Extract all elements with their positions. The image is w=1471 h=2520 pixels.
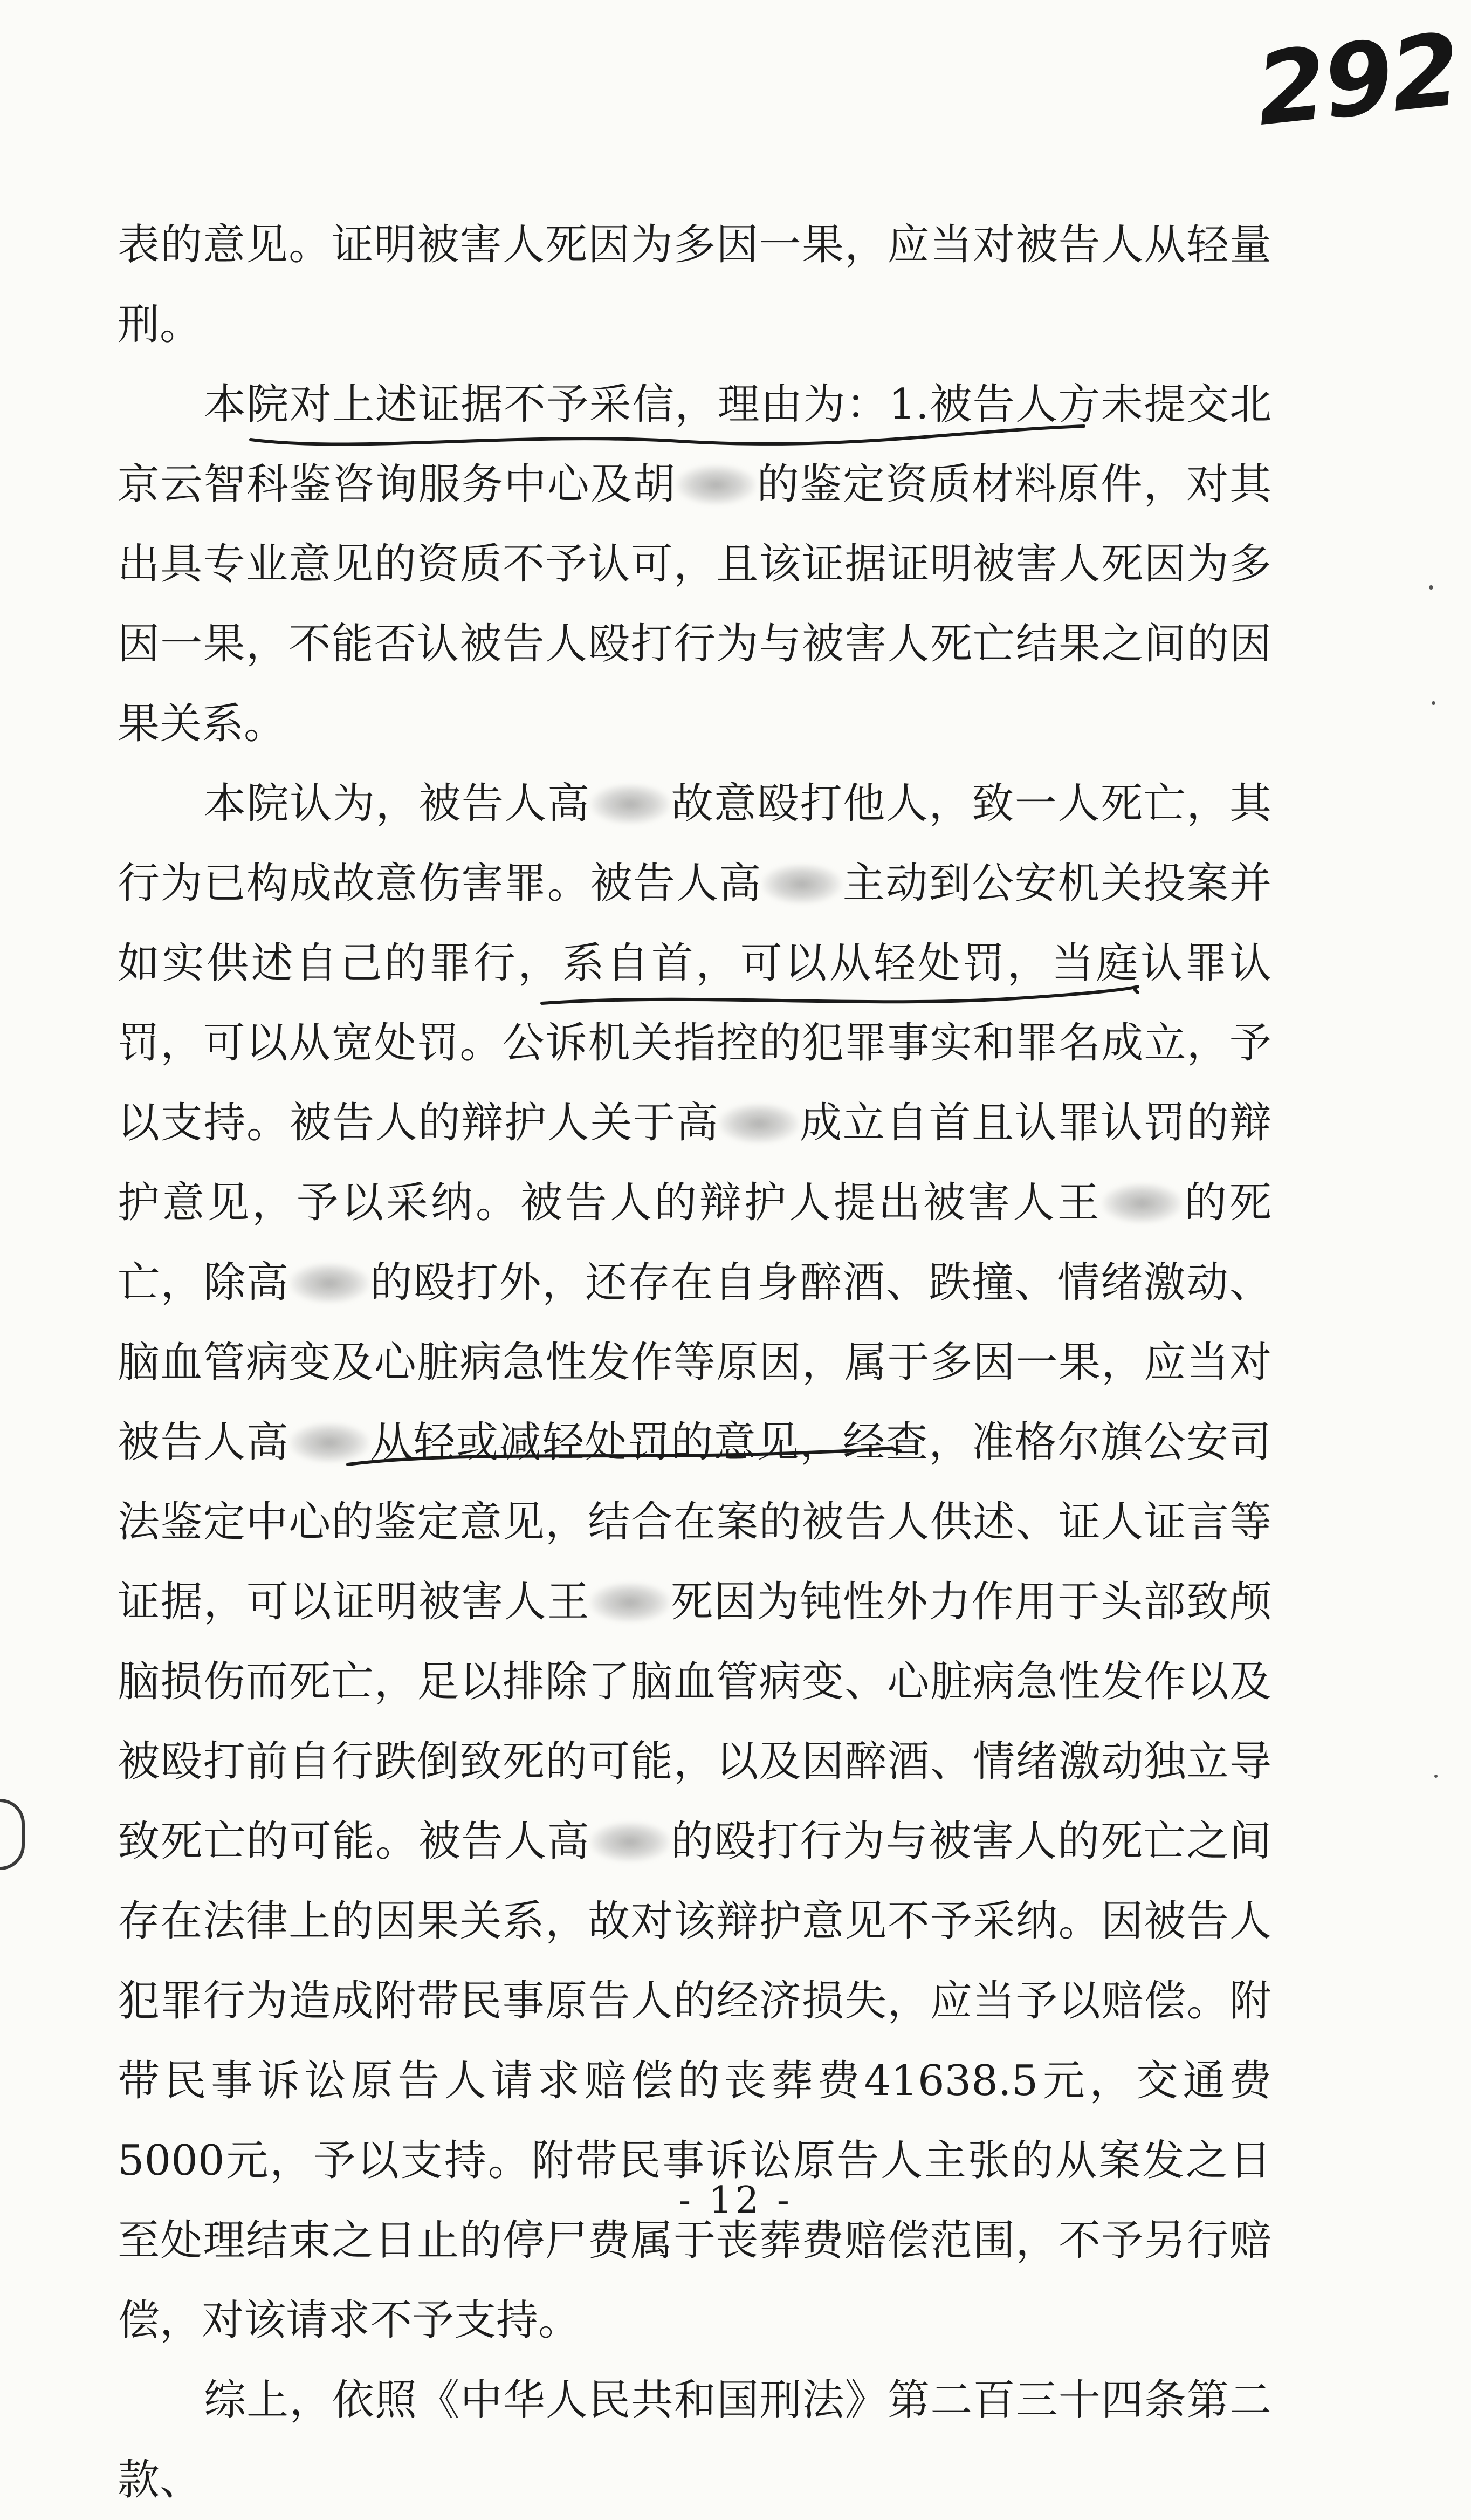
redacted-name bbox=[590, 1583, 670, 1622]
paragraph-2: 本院对上述证据不予采信，理由为：1.被告人方未提交北京云智科鉴咨询服务中心及胡 的鉴定资质材料原件，对其出具专业意见的资质不予认可，且该证据证明被害人死因为多因一果，不能否认被告人殴打行为与被害人死亡结果之间的因果关系。 bbox=[118, 380, 1271, 748]
redacted-name bbox=[290, 1423, 369, 1463]
scan-speck bbox=[1429, 585, 1433, 590]
redacted-name bbox=[762, 864, 842, 904]
handwritten-page-number: 292 bbox=[1250, 11, 1464, 148]
redacted-name bbox=[290, 1263, 369, 1303]
paragraph-1: 表的意见。证明被害人死因为多因一果，应当对被告人从轻量刑。 bbox=[118, 221, 1271, 349]
scan-speck bbox=[1432, 701, 1435, 705]
redacted-name bbox=[590, 784, 670, 824]
binding-hole-mark bbox=[0, 1799, 25, 1870]
document-body bbox=[118, 205, 1271, 2520]
page-footer: - 12 - bbox=[678, 2179, 793, 2222]
redacted-name bbox=[719, 1104, 799, 1143]
scan-speck bbox=[1434, 1775, 1438, 1778]
paragraph-3: 本院认为，被告人高 故意殴打他人，致一人死亡，其行为已构成故意伤害罪。被告人高 主动到公安机关投案并如实供述自己的罪行，系自首，可以从轻处罚，当庭认罪认罚，可以从宽处罚。公诉机关指控的犯罪事实和罪名成立，予以支持。被告人的辩护人关于高 成立自首且认罪认罚的辩护意见，予以采纳。被告人的辩护人提出被害人王 的死亡，除高 的殴打外，还存在自身醉酒、跌撞、情绪激动、脑血管病变及心脏病急性发作等原因，属于多因一果，应当对被告人高 从轻或减轻处罚的意见，经查，准格尔旗公安司法鉴定中心的鉴定意见，结合在案的被告人供述、证人证言等证据，可以证明被害人王 死因为钝性外力作用于头部致颅脑损伤而死亡，足以排除了脑血管病变、心脏病急性发作以及被殴打前自行跌倒致死的可能，以及因醉酒、情绪激动独立导致死亡的可能。被告人高 的殴打行为与被害人的死亡之间存在法律上的因果关系，故对该辩护意见不予采纳。因被告人犯罪行为造成附带民事原告人的经济损失，应当予以赔偿。附带民事诉讼原告人请求赔偿的丧葬费41638.5元，交通费5000元，予以支持。附带民事诉讼原告人主张的从案发之日至处理结束之日止的停尸费属于丧葬费赔偿范围，不予另行赔偿，对该请求不予支持。 bbox=[118, 779, 1271, 2345]
redacted-name bbox=[1102, 1183, 1182, 1223]
redacted-name bbox=[590, 1822, 670, 1862]
paragraph-4: 综上，依照《中华人民共和国刑法》第二百三十四条第二款、 bbox=[118, 2376, 1271, 2504]
redacted-name bbox=[676, 465, 756, 505]
